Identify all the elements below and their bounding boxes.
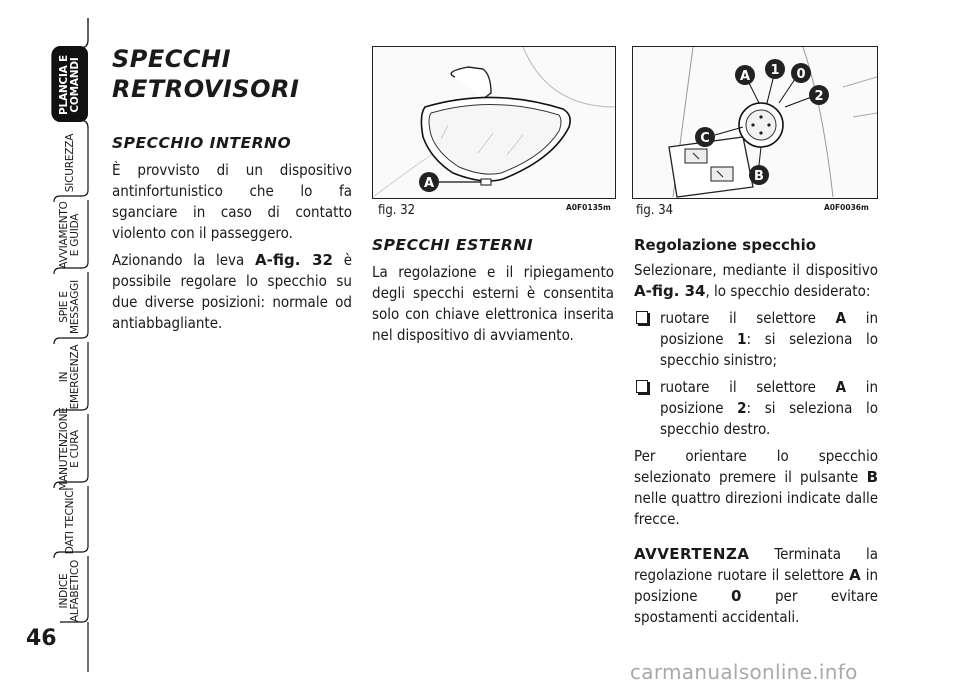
bullet-box-icon (636, 380, 648, 393)
paragraph-specchi-esterni: La regolazione e il ripiegamento degli specchi esterni è consentita solo con chiave elettronica inserita nel dispositivo di avviamento. (372, 263, 614, 344)
fig-ref-32: A-fig. 32 (255, 251, 333, 269)
tab-plancia-e-comandi[interactable]: PLANCIA E COMANDI (58, 54, 81, 116)
subtitle-regolazione-specchio: Regolazione specchio (634, 236, 817, 254)
figure-34-mirror-control (632, 46, 878, 199)
subtitle-specchio-interno: SPECCHIO INTERNO (112, 134, 292, 152)
paragraph-avvertenza: AVVERTENZA Terminata la regolazione ruotare il selettore A in posizione 0 per evitare spostamenti accidentali. (634, 545, 878, 626)
tab-indice-alfabetico[interactable]: INDICE ALFABETICO (58, 559, 81, 623)
bullet-destro: ruotare il selettore A in posizione 2: si seleziona lo specchio destro. (634, 377, 878, 440)
fig34-caption: fig. 34 (636, 203, 674, 218)
column-1 (112, 44, 352, 334)
tab-spie-e-messaggi[interactable]: SPIE E MESSAGGI (58, 280, 81, 334)
paragraph-orientare: Per orientare lo specchio selezionato premere il pulsante B nelle quattro direzioni indicate dalle frecce. (634, 447, 878, 528)
callout-1: 1 (770, 63, 780, 78)
fig32-caption: fig. 32 (378, 203, 416, 218)
subtitle-specchi-esterni: SPECCHI ESTERNI (372, 236, 534, 254)
section-title-line1: SPECCHI (112, 45, 232, 73)
side-tab-strip (0, 0, 110, 692)
paragraph-selezionare: Selezionare, mediante il dispositivo A-fig. 34, lo specchio desiderato: (634, 261, 878, 300)
paragraph-antinfortunistico: È provvisto di un dispositivo antinfortunistico che lo fa sganciare in caso di contatto violento con il passeggero. (112, 161, 352, 242)
interior-mirror-illustration (373, 47, 615, 198)
bullet-box-icon (636, 311, 648, 324)
mirror-control-illustration (633, 47, 877, 198)
tab-in-emergenza[interactable]: IN EMERGENZA (58, 344, 81, 410)
watermark: carmanualsonline.info (630, 660, 858, 684)
paragraph-leva: Azionando la leva A-fig. 32 è possibile regolare lo specchio su due diverse posizioni: normale od antiabbagliante. (112, 251, 353, 332)
tab-dati-tecnici[interactable]: DATI TECNICI (63, 487, 76, 555)
tab-sicurezza[interactable]: SICUREZZA (63, 133, 76, 193)
callout-a-fig34: A (739, 69, 751, 84)
callout-0: 0 (796, 67, 806, 82)
fig34-code: A0F0036m (824, 203, 869, 212)
fig32-code: A0F0135m (566, 203, 611, 212)
bullet-sinistro: ruotare il selettore A in posizione 1: si seleziona lo specchio sinistro; (634, 308, 878, 371)
warning-label: AVVERTENZA (634, 545, 750, 563)
callout-a-fig32: A (423, 176, 435, 191)
callout-c: C (700, 131, 710, 146)
tab-manutenzione-e-cura[interactable]: MANUTENZIONE E CURA (58, 407, 81, 491)
callout-b: B (754, 169, 764, 184)
column-3 (634, 236, 878, 628)
figure-32-interior-mirror (372, 46, 616, 199)
section-title-line2: RETROVISORI (112, 75, 300, 103)
page-number: 46 (26, 626, 57, 651)
tab-avviamento-e-guida[interactable]: AVVIAMENTO E GUIDA (58, 201, 81, 269)
fig-ref-34: A-fig. 34 (634, 282, 706, 300)
callout-2: 2 (814, 89, 824, 104)
column-2 (372, 236, 614, 346)
